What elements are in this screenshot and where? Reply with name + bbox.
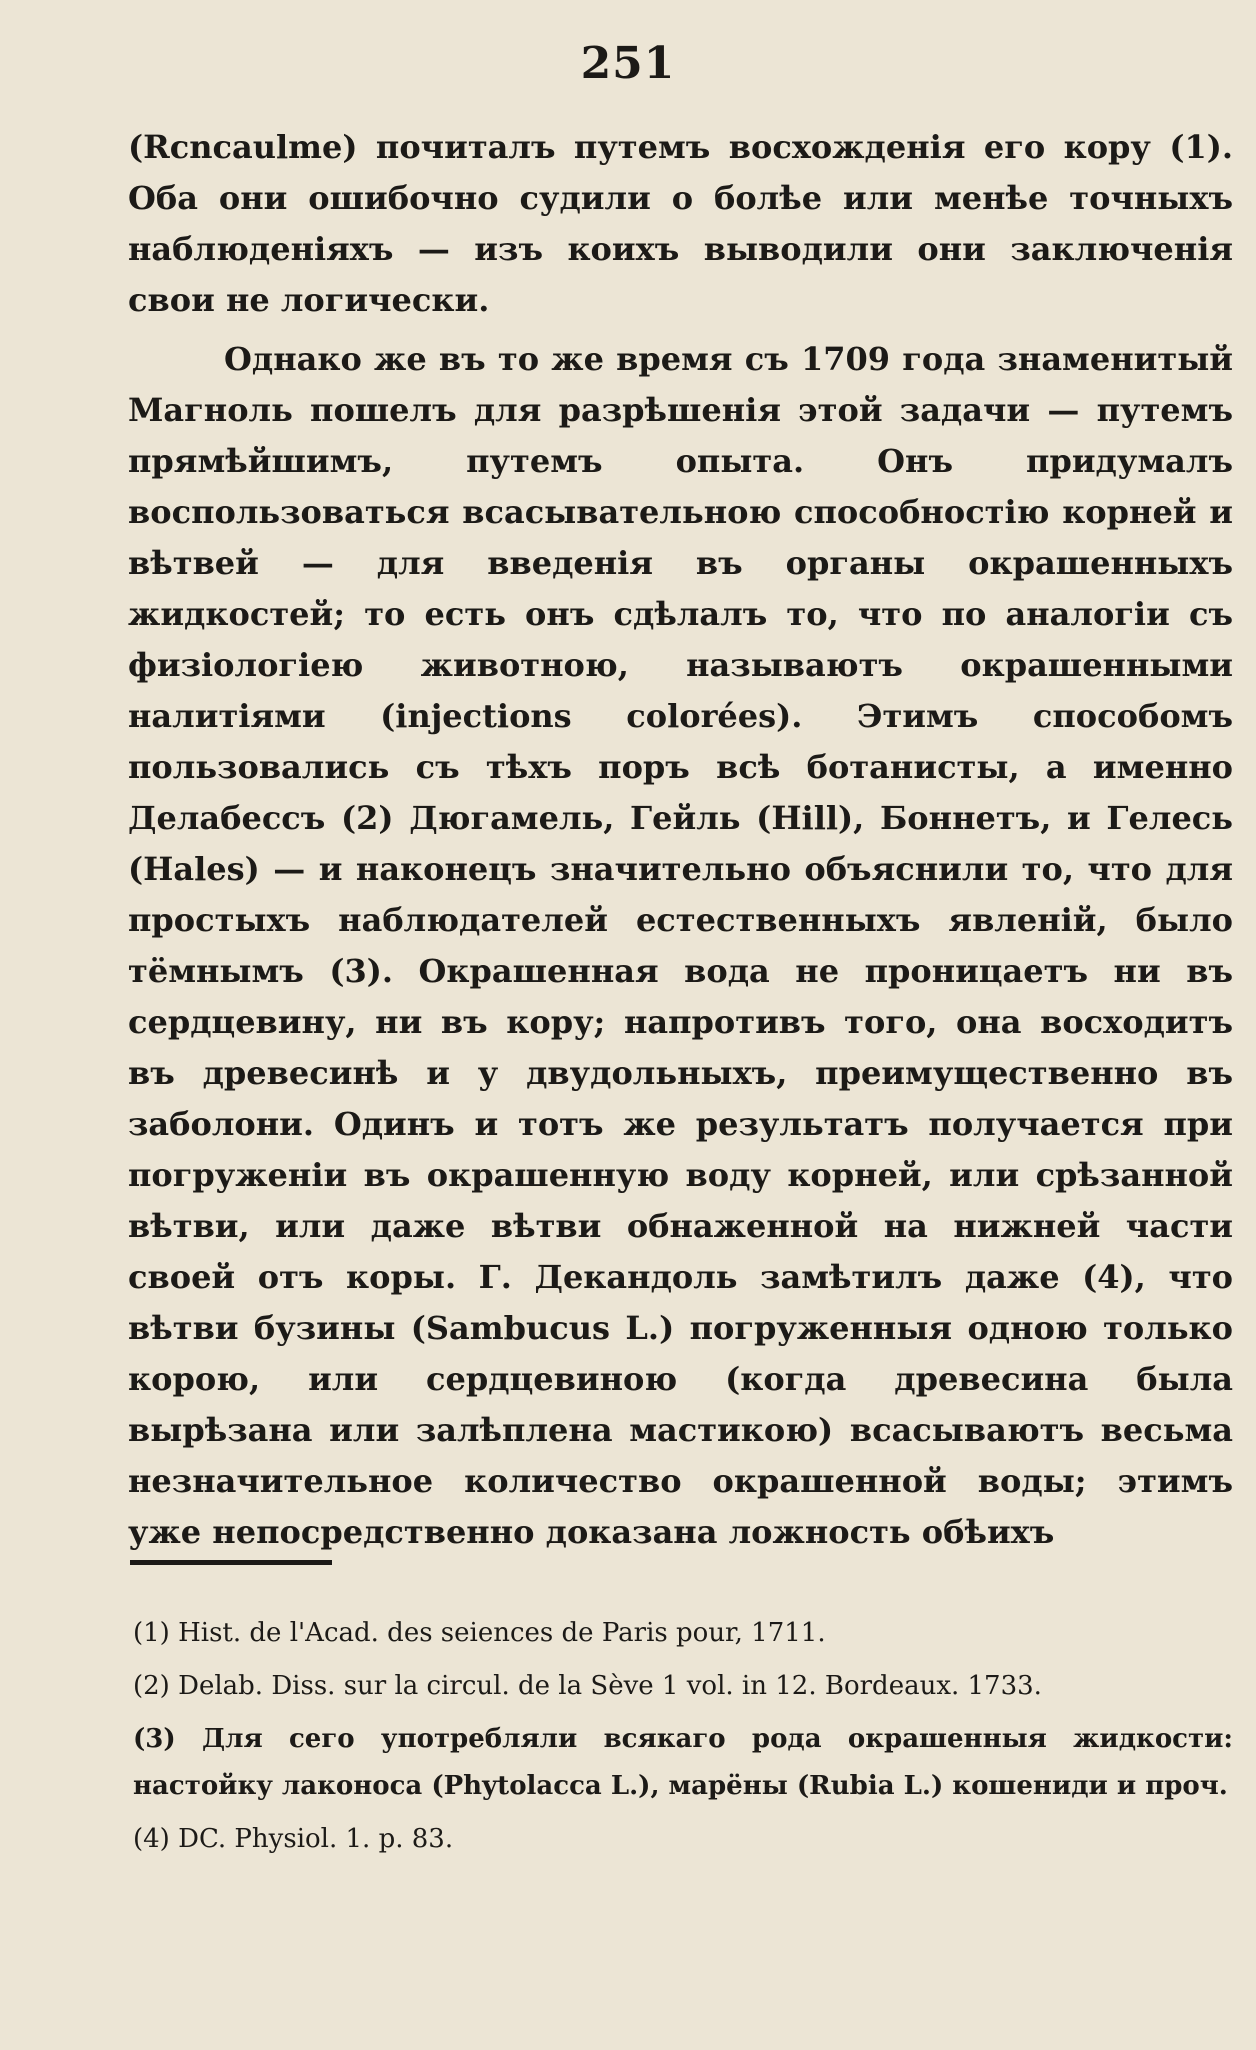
footnote-4: (4) DC. Physiol. 1. p. 83. [133,1824,454,1854]
footnotes [133,1610,1233,1869]
paragraph-magnol: Однако же въ то же время съ 1709 года знаменитый Магноль пошелъ для разрѣшенія этой задачи — путемъ прямѣйшимъ, путемъ опыта. Онъ придумалъ воспользоваться всасывательною способностію корней и вѣтвей — для введенія въ органы окрашенныхъ жидкостей; то есть онъ сдѣлалъ то, что по аналогіи съ физіологіею животною, называютъ окрашенными налитіями (injections colorées). Этимъ способомъ пользовались съ тѣхъ поръ всѣ ботанисты, а именно Делабессъ (2) Дюгамель, Гейль (Hill), Боннетъ, и Гелесь (Hales) — и наконецъ значительно объяснили то, что для простыхъ наблюдателей естественныхъ явленій, было тёмнымъ (3). Окрашенная вода не проницаетъ ни въ сердцевину, ни въ кору; напротивъ того, она восходитъ въ древесинѣ и у двудольныхъ, преимущественно въ заболони. Одинъ и тотъ же результатъ получается при погруженіи въ окрашенную воду корней, или срѣзанной вѣтви, или даже вѣтви обнаженной на нижней части своей отъ коры. Г. Декандоль замѣтилъ даже (4), что вѣтви бузины (Sambucus L.) погруженныя одною только корою, или сердцевиною (когда древесина была вырѣзана или залѣплена мастикою) всасываютъ весьма незначительное количество окрашенной воды; этимъ уже непосредственно доказана ложность обѣихъ [128,340,1233,1551]
footnote-1: (1) Hist. de l'Acad. des seiences de Paris pour, 1711. [133,1618,826,1648]
page-number: 251 [580,38,676,89]
footnote-separator [130,1560,332,1565]
footnote-2: (2) Delab. Diss. sur la circul. de la Sève 1 vol. in 12. Bordeaux. 1733. [133,1671,1042,1701]
footnote-3: (3) Для сего употребляли всякаго рода окрашенныя жидкости: настойку лаконоса (Phytolacca L.), марёны (Rubia L.) кошениди и проч. [133,1724,1233,1801]
main-text [128,122,1233,1558]
paragraph-continuation: (Rcncaulme) почиталъ путемъ восхожденія его кору (1). Оба они ошибочно судили о болѣе или менѣе точныхъ наблюденіяхъ — изъ коихъ выводили они заключенія свои не логически. [128,128,1233,319]
